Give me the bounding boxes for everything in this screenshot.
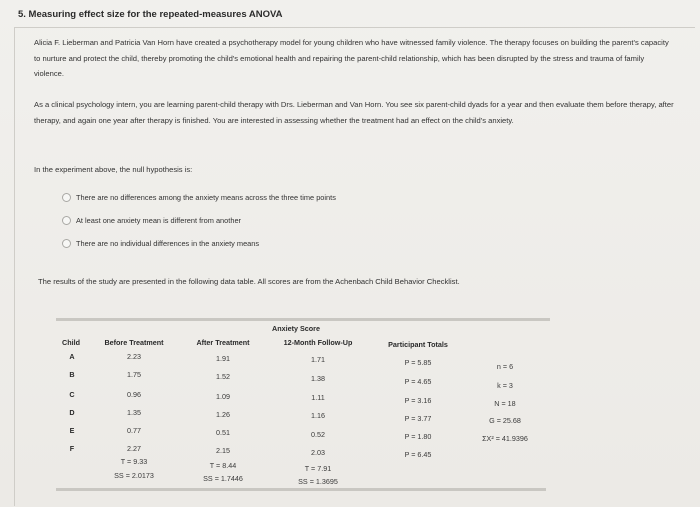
follow-ss: SS = 1.3695 bbox=[298, 477, 338, 486]
radio-button[interactable] bbox=[62, 193, 71, 202]
option-no-differences-means[interactable] bbox=[62, 193, 336, 202]
child-label: E bbox=[69, 426, 75, 435]
before-ss: SS = 2.0173 bbox=[114, 471, 154, 480]
before-value: 0.96 bbox=[127, 390, 141, 399]
radio-button[interactable] bbox=[62, 239, 71, 248]
radio-button[interactable] bbox=[62, 216, 71, 225]
after-value: 1.26 bbox=[216, 410, 230, 419]
before-value: 0.77 bbox=[127, 426, 141, 435]
after-total-T: T = 8.44 bbox=[209, 461, 237, 470]
option-no-individual-differences[interactable] bbox=[62, 239, 259, 248]
option-label: At least one anxiety mean is different from another bbox=[76, 216, 242, 225]
child-label: F bbox=[69, 444, 75, 453]
option-label: There are no differences among the anxiety means across the three time points bbox=[76, 193, 336, 202]
after-value: 2.15 bbox=[216, 446, 230, 455]
child-label: B bbox=[69, 370, 75, 379]
col-header-after: After Treatment bbox=[196, 338, 250, 347]
participant-total: P = 1.80 bbox=[404, 432, 432, 441]
null-hypothesis-question: In the experiment above, the null hypothesis is: bbox=[34, 165, 193, 174]
after-value: 1.09 bbox=[216, 392, 230, 401]
before-value: 1.35 bbox=[127, 408, 141, 417]
participant-total: P = 6.45 bbox=[404, 450, 432, 459]
col-header-before: Before Treatment bbox=[104, 338, 164, 347]
table-bottom-rule bbox=[56, 488, 546, 491]
after-ss: SS = 1.7446 bbox=[203, 474, 243, 483]
stat-G: G = 25.68 bbox=[489, 416, 521, 425]
option-label: There are no individual differences in the anxiety means bbox=[76, 239, 260, 248]
follow-total-T: T = 7.91 bbox=[304, 464, 332, 473]
before-value: 2.27 bbox=[127, 444, 141, 453]
table-top-rule bbox=[56, 318, 550, 321]
participant-total: P = 5.85 bbox=[404, 358, 432, 367]
option-one-mean-different[interactable] bbox=[62, 216, 241, 225]
stat-sum-x-squared: ΣX² = 41.9396 bbox=[482, 434, 528, 443]
before-value: 2.23 bbox=[127, 352, 141, 361]
child-label: A bbox=[69, 352, 75, 361]
stat-n: n = 6 bbox=[496, 362, 514, 371]
follow-value: 1.38 bbox=[311, 374, 325, 383]
anxiety-score-header: Anxiety Score bbox=[272, 324, 320, 333]
stat-N: N = 18 bbox=[494, 399, 516, 408]
after-value: 1.52 bbox=[216, 372, 230, 381]
before-value: 1.75 bbox=[127, 370, 141, 379]
question-title: 5. Measuring effect size for the repeated-measures ANOVA bbox=[18, 9, 283, 20]
scenario-paragraph: As a clinical psychology intern, you are learning parent-child therapy with Drs. Lieberman and Van Horn. You see six parent-child dyads for a year and then evaluate them before therapy, after therapy, and again one year after therapy is finished. You are interested in assessing whether the treatment had an effect on the child's anxiety. bbox=[34, 100, 674, 125]
follow-value: 1.11 bbox=[311, 393, 325, 402]
col-header-child: Child bbox=[62, 338, 80, 347]
child-label: D bbox=[69, 408, 75, 417]
data-table bbox=[50, 304, 690, 494]
before-total-T: T = 9.33 bbox=[120, 457, 148, 466]
follow-value: 1.16 bbox=[311, 411, 325, 420]
col-header-follow-up: 12-Month Follow-Up bbox=[283, 338, 353, 347]
participant-total: P = 3.77 bbox=[404, 414, 432, 423]
after-value: 0.51 bbox=[216, 428, 230, 437]
col-header-participant-totals: Participant Totals bbox=[388, 340, 448, 349]
stat-k: k = 3 bbox=[497, 381, 513, 390]
follow-value: 1.71 bbox=[311, 355, 325, 364]
child-label: C bbox=[69, 390, 75, 399]
follow-value: 2.03 bbox=[311, 448, 325, 457]
intro-paragraph: Alicia F. Lieberman and Patricia Van Horn have created a psychotherapy model for young children who have witnessed family violence. The therapy focuses on building the parent's capacity to nurture and protect the child, thereby promoting the child's emotional health and repairing the parent-child relationship, which has been disrupted by the stress and trauma of family violence. bbox=[34, 38, 669, 78]
results-description: The results of the study are presented in the following data table. All scores are from the Achenbach Child Behavior Checklist. bbox=[38, 277, 460, 286]
participant-total: P = 4.65 bbox=[404, 377, 432, 386]
participant-total: P = 3.16 bbox=[404, 396, 432, 405]
after-value: 1.91 bbox=[216, 354, 230, 363]
follow-value: 0.52 bbox=[311, 430, 325, 439]
